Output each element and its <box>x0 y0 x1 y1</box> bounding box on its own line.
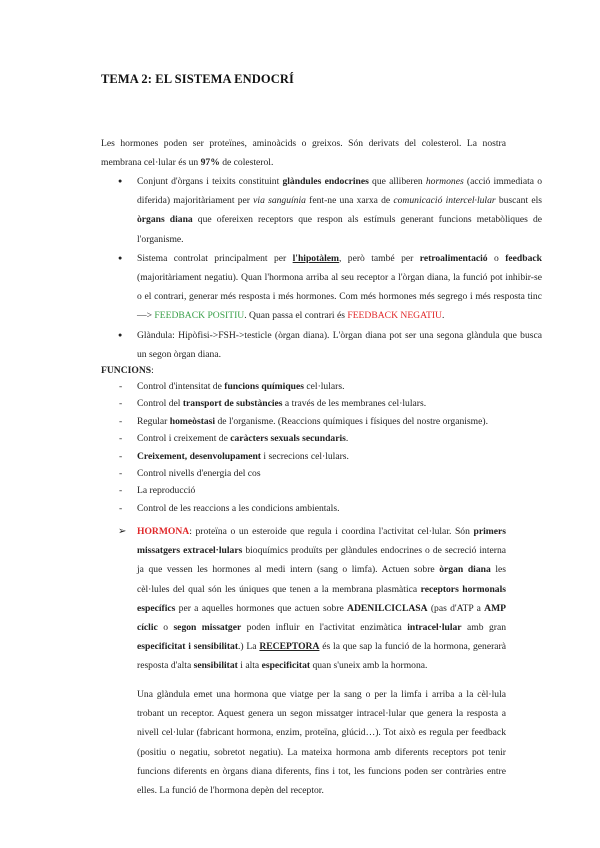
text: Control del <box>137 398 183 410</box>
text: (acció immediata o diferida) majoritàriament per <box>137 176 543 207</box>
text: i secrecions cel·lulars. <box>261 450 349 462</box>
text: per a aquelles hormones que actuen sobre <box>175 602 348 614</box>
bold-term: especificitat <box>261 660 311 672</box>
bold-term: segon missatger <box>173 622 242 634</box>
page-title: TEMA 2: EL SISTEMA ENDOCRÍ <box>101 72 294 86</box>
text: o <box>487 252 506 264</box>
bold-term: primers missatgers extracel·lulars <box>137 526 506 557</box>
list-item <box>137 378 542 395</box>
bullet-item-sistema-controlat <box>137 249 542 326</box>
bullet-item-glandula <box>137 326 542 364</box>
text: les cèl·lules del qual són les úniques que tenen a la membrana plasmàtica <box>137 564 506 595</box>
text: cel·lulars. <box>303 381 345 392</box>
list-item <box>137 500 542 517</box>
heading-colon: : <box>151 365 154 376</box>
bold-term: òrgan diana <box>439 564 491 576</box>
bullet-item-glandules <box>137 172 542 249</box>
bold-term: transport de substàncies <box>182 398 283 410</box>
text: Control d'intensitat de <box>137 381 225 392</box>
text: o <box>157 622 174 634</box>
text: que alliberen <box>368 176 426 187</box>
text: . <box>441 310 445 322</box>
text: quan s'uneix amb la hormona. <box>310 660 428 672</box>
bold-term: intracel·lular <box>407 622 462 634</box>
bold-term: receptors hormonals específics <box>137 583 506 614</box>
text: . Quan passa el contrari és <box>244 310 348 322</box>
text: (pas d'ATP a <box>427 602 485 614</box>
italic-term: via sanguínia <box>253 195 306 207</box>
arrow-glyph: —> <box>137 310 153 322</box>
bullet-list <box>101 172 542 364</box>
text: Conjunt d'òrgans i teixits constituint <box>137 176 283 187</box>
bold-term: funcions químiques <box>224 381 304 392</box>
bold-term: òrgans diana <box>137 214 193 226</box>
text: Glàndula: Hipòfisi->FSH->testicle (òrgan diana). L'òrgan diana pot ser una segona glàndula que busca un segon òrgan diana. <box>137 329 542 360</box>
list-item <box>137 448 542 465</box>
bold-term: homeòstasi <box>169 415 216 427</box>
text: fent-ne una xarxa de <box>305 195 394 207</box>
text: . <box>345 433 349 445</box>
bold-term: glàndules endocrines <box>282 176 369 187</box>
italic-term: comunicació intercel·lular <box>393 195 496 207</box>
bold-term: ADENILCICLASA <box>347 602 428 614</box>
text: buscant els <box>495 195 542 207</box>
list-item <box>137 482 542 499</box>
text: a través de les membranes cel·lulars. <box>282 398 427 410</box>
italic-term: hormones <box>425 176 464 187</box>
bold-term-receptora: RECEPTORA <box>259 641 320 653</box>
list-item <box>137 465 542 482</box>
bold-term: AMP cíclic <box>137 602 506 634</box>
text: Control de les reaccions a les condicions ambientals. <box>137 502 340 514</box>
bold-term: sensibilitat <box>193 660 238 672</box>
hormona-paragraph <box>137 522 506 676</box>
text: és la que sap la funció de la hormona, generarà resposta d'alta <box>137 641 507 672</box>
bold-term: feedback <box>505 252 542 264</box>
text: amb gran <box>461 622 507 634</box>
text: bioquímics produïts per glàndules endocrines o de secreció interna ja que vessen les hormones al medi intern (sang o limfa). Actuen sobre <box>137 545 507 576</box>
text: Control i creixement de <box>137 433 231 445</box>
feedback-positiu-label: FEEDBACK POSITIU <box>154 310 245 322</box>
text: de l'organisme. (Reaccions químiques i físiques del nostre organisme). <box>215 415 488 427</box>
text: : proteïna o un esteroide que regula i coordina l'activitat cel·lular. Són <box>189 526 474 537</box>
text: Regular <box>137 415 170 427</box>
bold-term: especificitat i sensibilitat <box>137 641 239 653</box>
list-item <box>137 413 542 430</box>
list-item <box>137 430 542 447</box>
text: (majoritàriament negatiu). Quan l'hormona arriba al seu receptor a l'òrgan diana, la funció pot inhibir-se o el contrari, generar més resposta i més hormones. Com més hormones més segrego i més resposta tinc <box>137 272 542 303</box>
list-item <box>137 395 542 412</box>
bold-term-hipotalem: l'hipotàlem <box>292 252 339 264</box>
text: i alta <box>237 660 262 672</box>
text: poden influir en l'activitat enzimàtica <box>241 622 408 634</box>
text: Control nivells d'energia del cos <box>137 468 261 480</box>
feedback-negatiu-label: FEEDBACK NEGATIU <box>347 310 442 322</box>
bold-term: caràcters sexuals secundaris <box>230 433 346 445</box>
hormona-label: HORMONA <box>137 526 190 537</box>
intro-text-2: de colesterol. <box>219 157 274 169</box>
intro-paragraph <box>101 134 506 172</box>
funcions-list <box>101 378 542 517</box>
bold-term: retroalimentació <box>419 252 488 264</box>
text: La reproducció <box>137 485 196 497</box>
bold-term: Creixement, desenvolupament <box>137 450 261 462</box>
intro-bold-percent: 97% <box>200 157 220 169</box>
final-paragraph: Una glàndula emet una hormona que viatge per la sang o per la limfa i arriba a la cèl·lula trobant un receptor. Aquest genera un segon missatger intracel·lular que genera la resposta a nivell cel·lular (fabricant hormona, enzim, proteïna, glúcid…). Tot això es regula per feedback (positiu o negatiu, sobretot negatiu). La mateixa hormona amb diferents receptors pot tenir funcions diferents en òrgans diana diferents, fins i tot, les funcions poden ser contràries entre elles. La funció de l'hormona depèn del receptor. <box>137 689 506 797</box>
text: .) La <box>238 641 260 653</box>
heading-text: FUNCIONS <box>101 365 152 376</box>
text: Sistema controlat principalment per <box>137 252 293 264</box>
text: que ofereixen receptors que respon als estímuls generant funcions metabòliques de l'organisme. <box>137 214 543 245</box>
text: , però també per <box>339 252 420 264</box>
intro-text-1: Les hormones poden ser proteïnes, aminoàcids o greixos. Són derivats del colesterol. La nostra membrana cel·lular és un <box>101 138 506 169</box>
